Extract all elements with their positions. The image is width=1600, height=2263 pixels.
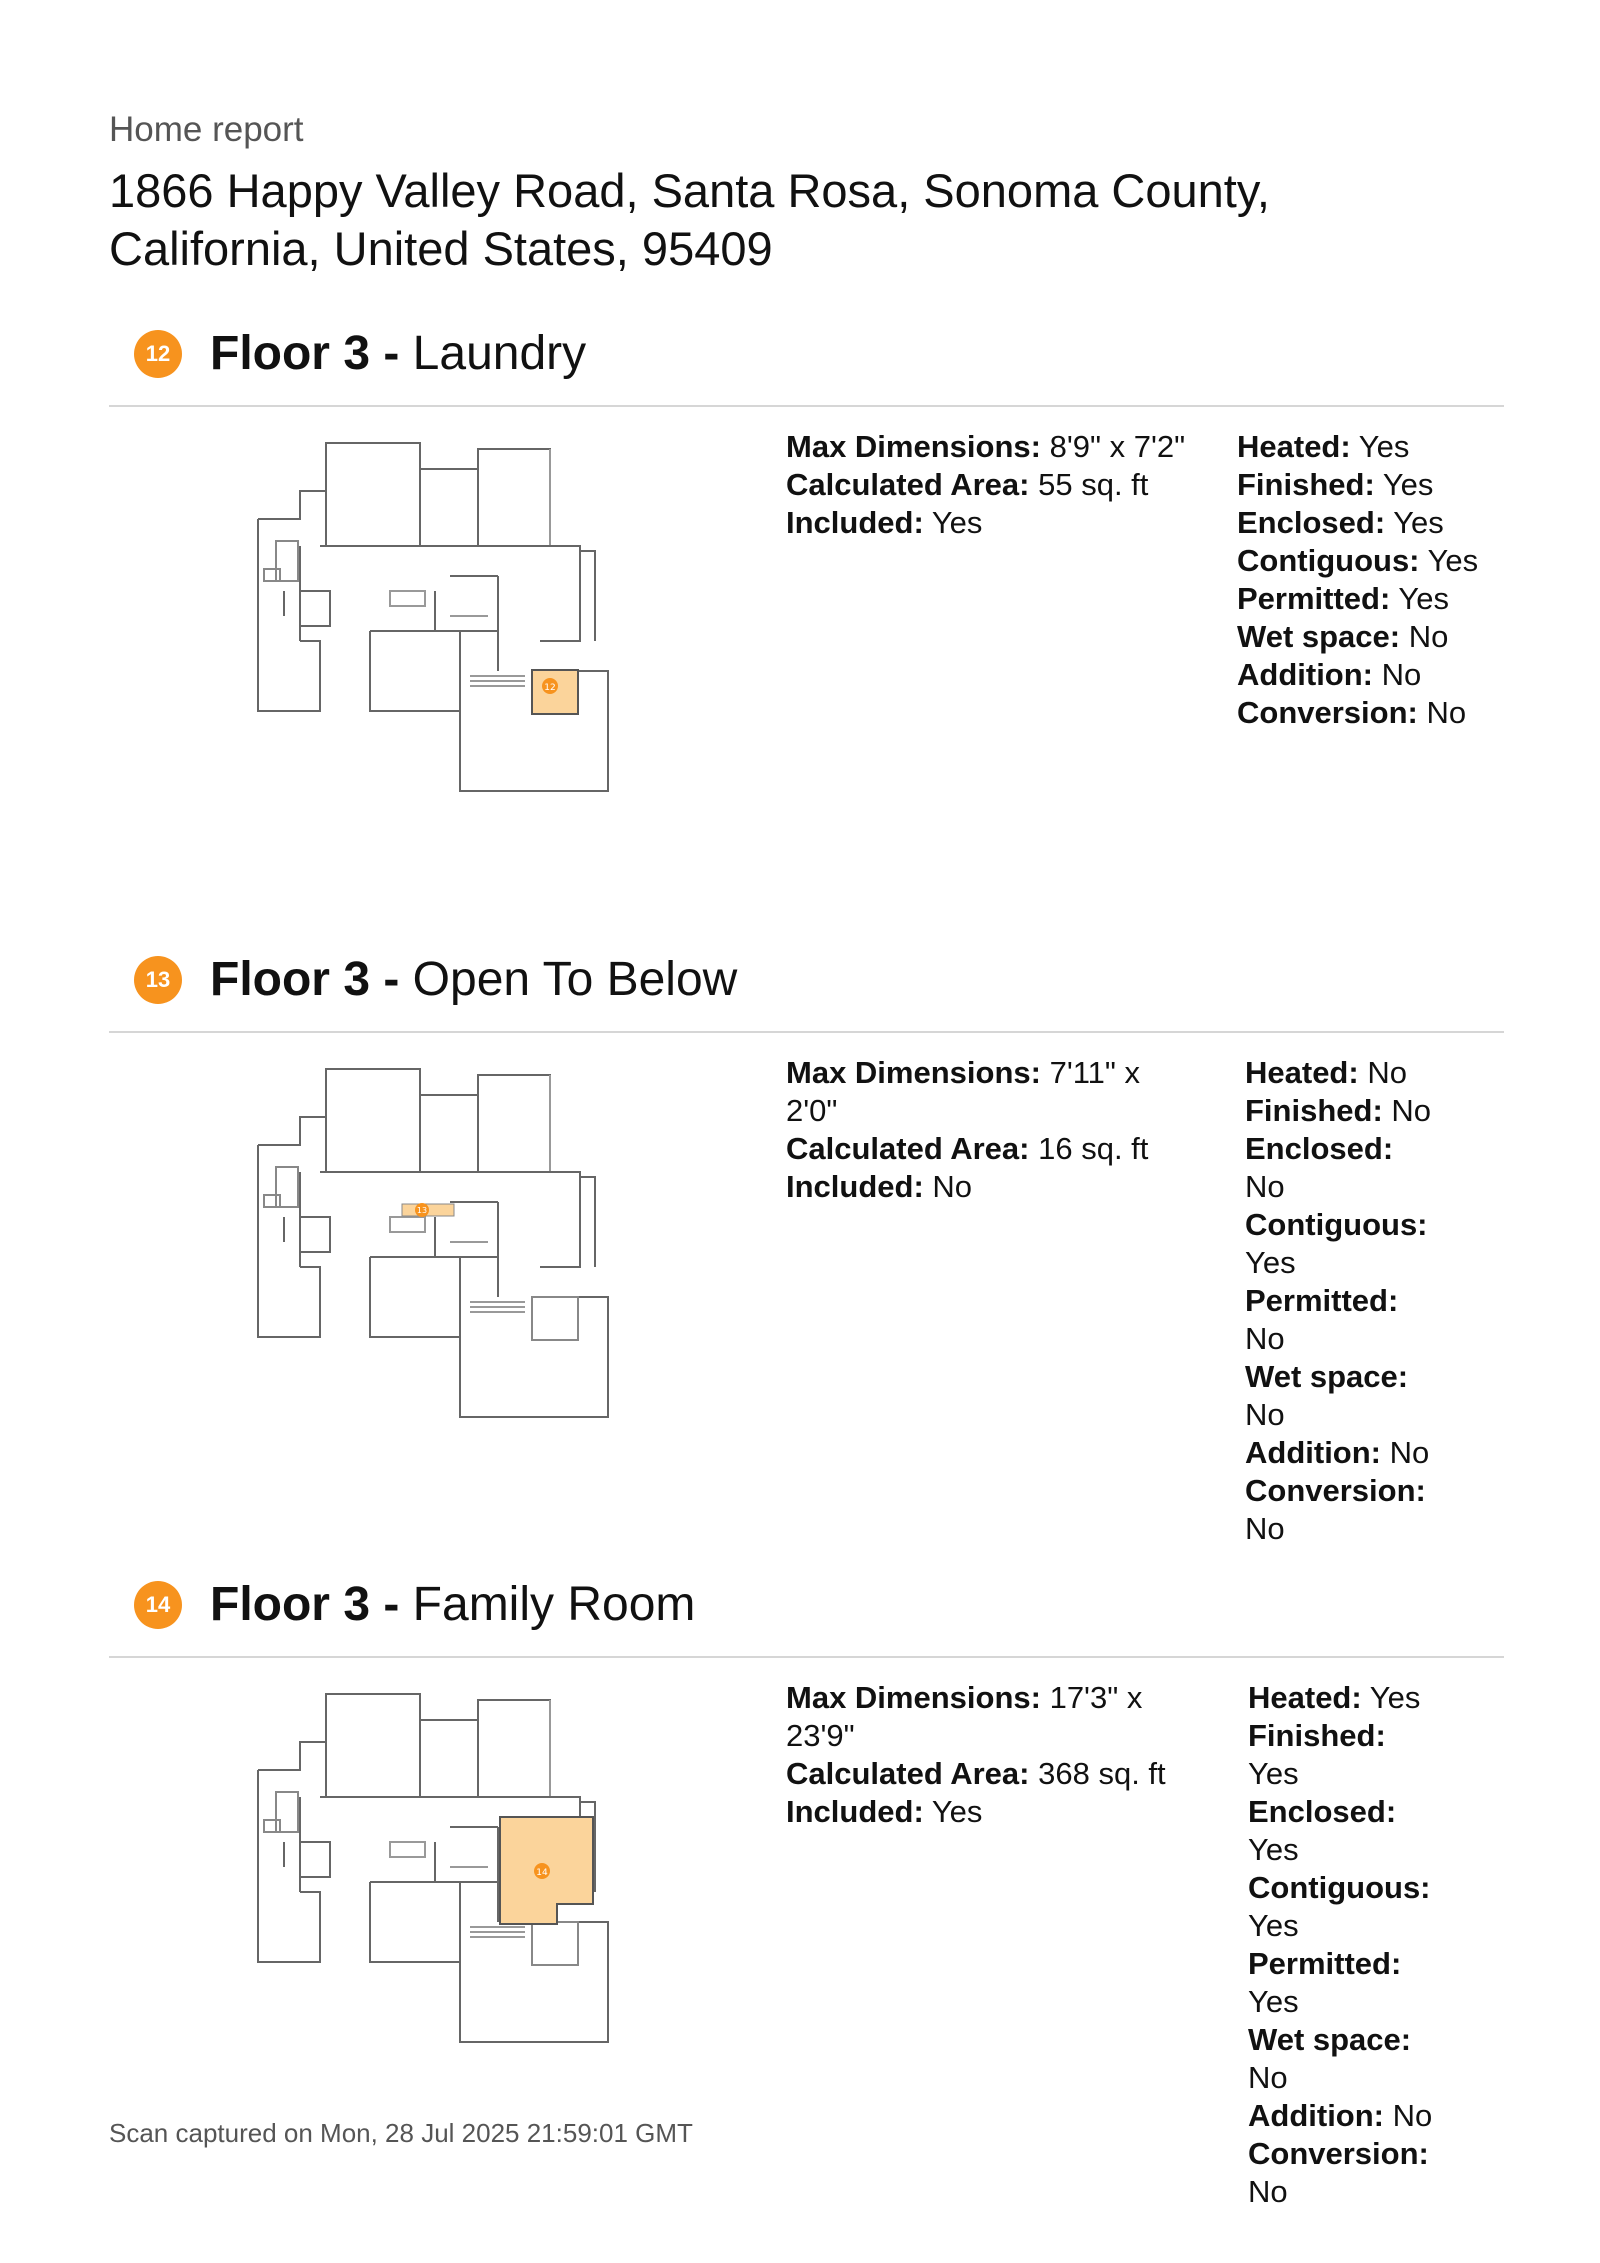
attr-value: Yes — [1245, 1245, 1296, 1280]
room-title — [210, 321, 586, 387]
attr-label: Wet space: — [1245, 1359, 1409, 1394]
report-label: Home report — [109, 110, 304, 149]
attr-label: Addition: — [1245, 1435, 1382, 1470]
area-label: Calculated Area: — [786, 1131, 1030, 1166]
attr-label: Addition: — [1237, 657, 1374, 692]
attr-value: Yes — [1427, 543, 1479, 578]
room-title — [210, 1572, 695, 1638]
attr-value: Yes — [1358, 429, 1410, 464]
room-attributes — [1237, 428, 1487, 732]
area-value: 368 sq. ft — [1038, 1756, 1166, 1791]
attr-label: Contiguous: — [1237, 543, 1420, 578]
attr-value: No — [1248, 2174, 1288, 2209]
attr-label: Permitted: — [1237, 581, 1391, 616]
room-attributes — [1245, 1054, 1435, 1548]
attr-label: Wet space: — [1237, 619, 1401, 654]
included-label: Included: — [786, 1794, 924, 1829]
attr-label: Enclosed: — [1245, 1131, 1394, 1166]
attr-label: Permitted: — [1248, 1946, 1402, 1981]
room-attributes — [1248, 1679, 1438, 2211]
attr-label: Conversion: — [1245, 1473, 1426, 1508]
attr-label: Heated: — [1248, 1680, 1362, 1715]
dims-label: Max Dimensions: — [786, 1680, 1041, 1715]
attr-value: No — [1245, 1321, 1285, 1356]
attr-label: Enclosed: — [1237, 505, 1386, 540]
area-value: 16 sq. ft — [1038, 1131, 1149, 1166]
property-address: 1866 Happy Valley Road, Santa Rosa, Sonoma County, California, United States, 95409 — [109, 164, 1270, 275]
title-separator: - — [370, 327, 413, 380]
attr-value: No — [1245, 1511, 1285, 1546]
attr-value: No — [1426, 695, 1467, 730]
attr-value: Yes — [1248, 1908, 1299, 1943]
attr-label: Finished: — [1245, 1093, 1383, 1128]
attr-label: Heated: — [1245, 1055, 1359, 1090]
room-number-badge: 12 — [134, 330, 182, 378]
attr-label: Enclosed: — [1248, 1794, 1397, 1829]
attr-value: No — [1391, 1093, 1432, 1128]
included-value: Yes — [931, 505, 983, 540]
section-divider — [109, 1656, 1504, 1658]
area-label: Calculated Area: — [786, 1756, 1030, 1791]
included-value: No — [932, 1169, 973, 1204]
attr-label: Finished: — [1248, 1718, 1386, 1753]
room-name: Family Room — [412, 1578, 696, 1631]
included-value: Yes — [931, 1794, 983, 1829]
attr-value: Yes — [1398, 581, 1449, 616]
room-number-badge: 14 — [134, 1581, 182, 1629]
attr-value: No — [1248, 2060, 1288, 2095]
room-number-badge: 13 — [134, 956, 182, 1004]
floor-plan-thumbnail — [240, 441, 630, 801]
room-section-open-to-below — [0, 947, 1600, 1547]
included-label: Included: — [786, 1169, 924, 1204]
room-section-family-room — [0, 1572, 1600, 2209]
room-section-laundry — [0, 321, 1600, 921]
dims-label: Max Dimensions: — [786, 429, 1041, 464]
plan-marker-number: 13 — [416, 1206, 428, 1215]
dims-value: 8'9" x 7'2" — [1049, 429, 1186, 464]
section-divider — [109, 1031, 1504, 1033]
dims-value: 17'3" x 23'9" — [786, 1680, 1143, 1753]
highlighted-room-open-to-below — [402, 1203, 454, 1217]
attr-label: Wet space: — [1248, 2022, 1412, 2057]
room-measurements — [786, 1679, 1186, 1831]
area-value: 55 sq. ft — [1038, 467, 1149, 502]
attr-value: Yes — [1382, 467, 1434, 502]
attr-value: No — [1245, 1169, 1285, 1204]
room-name: Laundry — [412, 327, 587, 380]
attr-label: Finished: — [1237, 467, 1375, 502]
attr-value: Yes — [1248, 1756, 1299, 1791]
floor-label: Floor 3 — [210, 1578, 371, 1631]
attr-label: Permitted: — [1245, 1283, 1399, 1318]
attr-value: No — [1389, 1435, 1430, 1470]
attr-value: Yes — [1369, 1680, 1421, 1715]
included-label: Included: — [786, 505, 924, 540]
attr-label: Contiguous: — [1248, 1870, 1431, 1905]
scan-timestamp: Scan captured on Mon, 28 Jul 2025 21:59:01 GMT — [109, 2118, 693, 2148]
title-separator: - — [370, 1578, 413, 1631]
plan-marker-number: 14 — [536, 1868, 548, 1878]
attr-value: No — [1245, 1397, 1285, 1432]
attr-value: No — [1392, 2098, 1433, 2133]
dims-label: Max Dimensions: — [786, 1055, 1041, 1090]
attr-value: Yes — [1248, 1984, 1299, 2019]
floor-plan-thumbnail — [240, 1692, 630, 2052]
attr-label: Contiguous: — [1245, 1207, 1428, 1242]
attr-value: No — [1367, 1055, 1407, 1090]
attr-value: Yes — [1248, 1832, 1299, 1867]
section-divider — [109, 405, 1504, 407]
highlighted-room-laundry — [532, 670, 578, 714]
room-measurements — [786, 1054, 1176, 1206]
room-title — [210, 947, 737, 1013]
title-separator: - — [370, 953, 413, 1006]
attr-label: Conversion: — [1237, 695, 1418, 730]
area-label: Calculated Area: — [786, 467, 1030, 502]
attr-label: Addition: — [1248, 2098, 1385, 2133]
attr-value: No — [1381, 657, 1422, 692]
attr-value: Yes — [1393, 505, 1444, 540]
attr-label: Conversion: — [1248, 2136, 1429, 2171]
floor-label: Floor 3 — [210, 327, 371, 380]
dims-value: 7'11" x 2'0" — [786, 1055, 1141, 1128]
room-measurements — [786, 428, 1185, 542]
plan-marker-number: 12 — [544, 683, 556, 693]
attr-label: Heated: — [1237, 429, 1351, 464]
room-name: Open To Below — [412, 953, 738, 1006]
highlighted-room-family-room — [500, 1817, 593, 1924]
floor-plan-thumbnail — [240, 1067, 630, 1427]
attr-value: No — [1408, 619, 1449, 654]
floor-label: Floor 3 — [210, 953, 371, 1006]
